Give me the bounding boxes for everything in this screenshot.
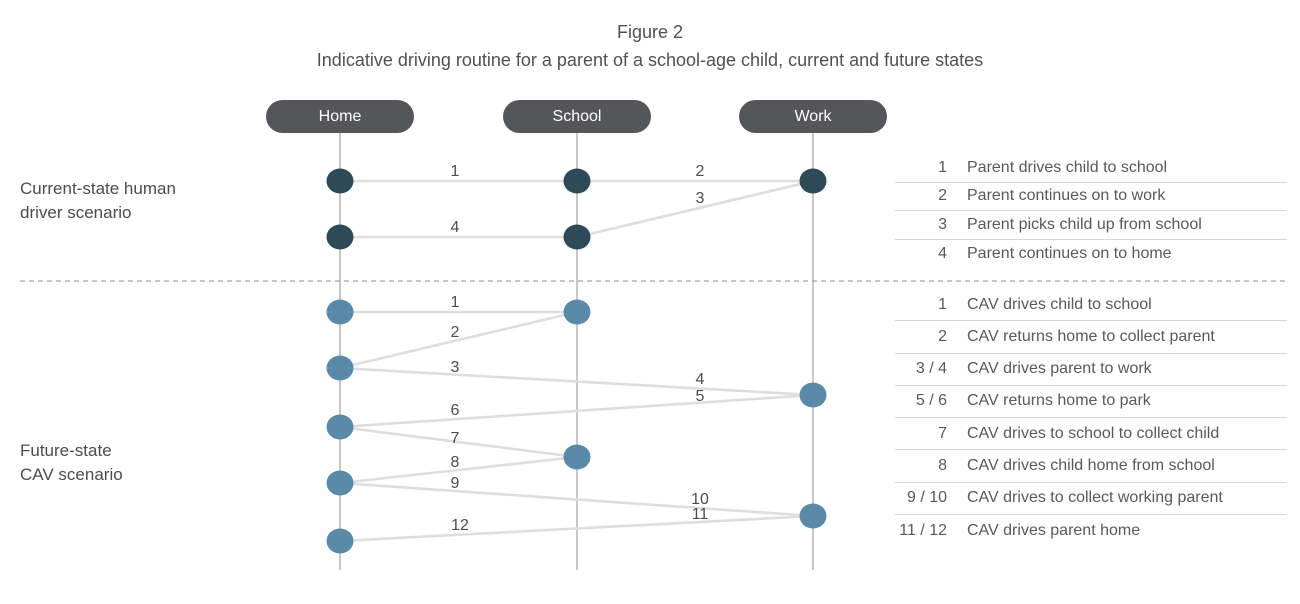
node-future-6 (564, 445, 591, 470)
trip-number-current-2: 2 (695, 163, 705, 180)
trip-number-future-3: 3 (450, 359, 460, 376)
trip-number-current-1: 1 (450, 163, 460, 180)
legend-trip-description: CAV drives to school to collect child (967, 424, 1220, 442)
legend-trip-number: 1 (938, 158, 947, 176)
column-label-work: Work (794, 107, 832, 125)
column-pill-work (739, 100, 887, 133)
node-current-5 (564, 225, 591, 250)
scenario-label-current-line2: driver scenario (20, 203, 132, 222)
trip-number-future-8: 8 (450, 454, 460, 471)
trip-number-future-2: 2 (450, 324, 460, 341)
legend-row (895, 418, 1287, 450)
node-future-9 (327, 529, 354, 554)
node-future-3 (327, 356, 354, 381)
legend-trip-number: 3 / 4 (915, 360, 947, 378)
node-current-1 (327, 169, 354, 194)
scenario-label-current (20, 177, 176, 225)
legend-trip-description: CAV drives child to school (967, 295, 1152, 313)
legend-trip-description: Parent drives child to school (967, 158, 1168, 176)
node-future-8 (800, 504, 827, 529)
legend-future-state (895, 289, 1287, 547)
legend-trip-description: CAV drives parent to work (967, 360, 1152, 378)
trip-number-future-10: 10 (691, 491, 709, 508)
trip-number-future-9: 9 (450, 475, 460, 492)
legend-trip-number: 4 (938, 245, 947, 263)
trip-number-future-5: 5 (695, 388, 705, 405)
trip-number-future-11: 11 (691, 506, 709, 523)
column-pill-home (266, 100, 414, 133)
legend-trip-number: 11 / 12 (899, 521, 947, 539)
legend-trip-description: CAV returns home to park (967, 392, 1151, 410)
legend-row (895, 386, 1287, 418)
legend-row (895, 183, 1287, 212)
node-current-4 (327, 225, 354, 250)
scenario-label-future-line2: CAV scenario (20, 465, 123, 484)
trip-number-future-6: 6 (450, 402, 460, 419)
scenario-label-current-line1: Current-state human (20, 179, 176, 198)
column-label-home: Home (318, 107, 362, 125)
trip-number-current-3: 3 (695, 190, 705, 207)
trip-number-future-1: 1 (450, 294, 460, 311)
legend-row (895, 354, 1287, 386)
legend-trip-description: CAV drives parent home (967, 521, 1141, 539)
figure-subtitle: Indicative driving routine for a parent of a school-age child, current and future states (316, 50, 984, 70)
legend-current-state (895, 154, 1287, 268)
trip-number-future-7: 7 (450, 430, 460, 447)
legend-trip-number: 5 / 6 (915, 392, 947, 410)
scenario-label-future (20, 439, 123, 487)
legend-row (895, 289, 1287, 321)
legend-trip-number: 7 (938, 424, 947, 442)
legend-trip-description: CAV drives child home from school (967, 456, 1215, 474)
column-label-school: School (552, 107, 602, 125)
legend-row (895, 321, 1287, 353)
legend-row (895, 450, 1287, 482)
node-future-4 (800, 383, 827, 408)
node-future-7 (327, 471, 354, 496)
legend-row (895, 211, 1287, 240)
node-future-1 (327, 300, 354, 325)
legend-trip-number: 1 (938, 295, 947, 313)
legend-trip-number: 3 (938, 215, 947, 233)
legend-trip-description: CAV drives to collect working parent (967, 489, 1223, 507)
figure-number: Figure 2 (616, 22, 684, 42)
legend-row (895, 154, 1287, 183)
column-pill-school (503, 100, 651, 133)
trip-number-future-4: 4 (695, 371, 705, 388)
legend-trip-number: 2 (938, 187, 947, 205)
legend-row (895, 240, 1287, 269)
node-future-5 (327, 415, 354, 440)
node-current-3 (800, 169, 827, 194)
legend-trip-number: 8 (938, 456, 947, 474)
scenario-label-future-line1: Future-state (20, 441, 112, 460)
node-future-2 (564, 300, 591, 325)
legend-trip-description: CAV returns home to collect parent (967, 327, 1215, 345)
legend-trip-number: 9 / 10 (906, 489, 947, 507)
node-current-2 (564, 169, 591, 194)
legend-trip-description: Parent continues on to home (967, 245, 1172, 263)
legend-trip-description: Parent picks child up from school (967, 215, 1202, 233)
legend-row (895, 483, 1287, 515)
legend-trip-description: Parent continues on to work (967, 187, 1166, 205)
trip-number-current-4: 4 (450, 219, 460, 236)
trip-number-future-12: 12 (451, 517, 469, 534)
legend-trip-number: 2 (938, 327, 947, 345)
legend-row (895, 515, 1287, 547)
